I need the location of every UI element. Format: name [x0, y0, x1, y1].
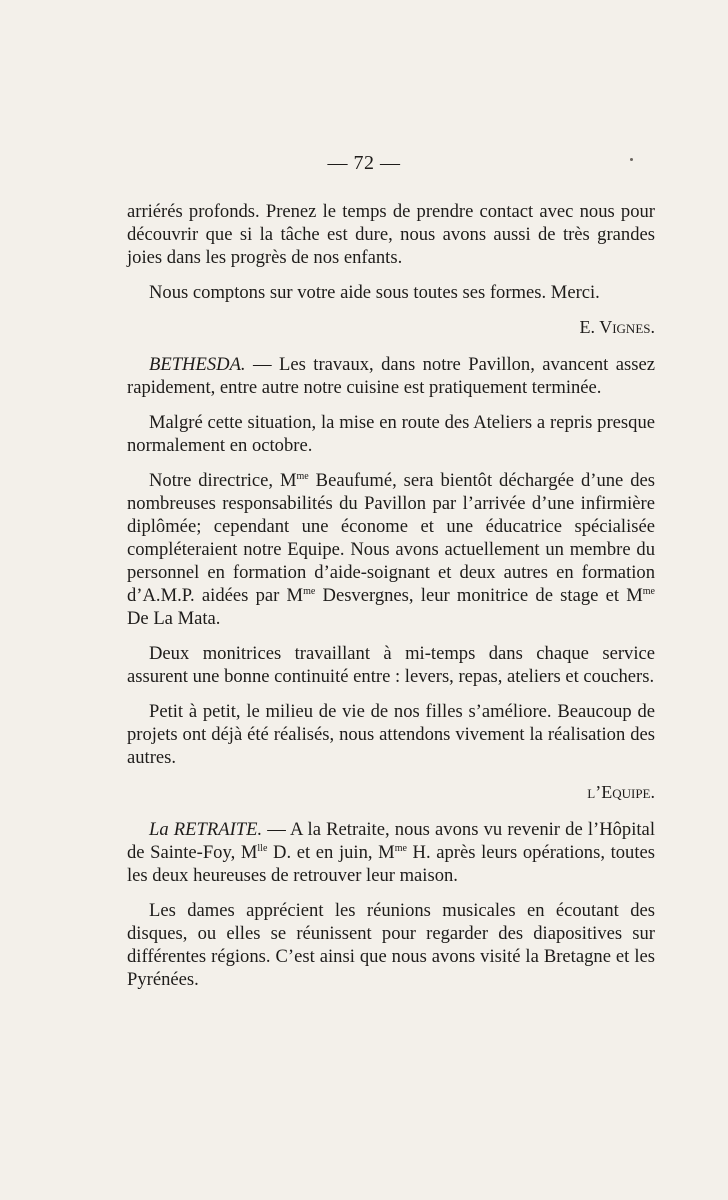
paragraph-monitrices: Deux monitrices travaillant à mi-temps dans chaque service assurent une bonne continuité entre : levers, repas, ateliers et couchers.: [127, 643, 655, 687]
page-number: — 72 —: [327, 152, 401, 174]
retraite-text-c: H. après leurs opérations, toutes les deux heureuses de retrouver leur maison.: [127, 842, 656, 886]
signature-equipe: l’Equipe.: [587, 782, 655, 802]
title-superscript: lle: [257, 843, 268, 854]
section-lead-bethesda: BETHESDA.: [149, 354, 246, 375]
body-text: [127, 200, 655, 1003]
paragraph-directrice: [127, 469, 655, 630]
title-superscript: me: [642, 586, 655, 597]
paragraph-milieu-de-vie: Petit à petit, le milieu de vie de nos filles s’améliore. Beaucoup de projets ont déjà été réalisés, nous attendons vivement la réalisation des autres.: [127, 701, 655, 768]
paper-speck: [630, 158, 633, 161]
directrice-text-a: Notre directrice, M: [149, 470, 297, 491]
paragraph-ateliers: Malgré cette situation, la mise en route des Ateliers a repris presque normalement en octobre.: [127, 412, 655, 456]
retraite-text-b: D. et en juin, M: [267, 842, 395, 863]
paragraph-bethesda-text: — Les travaux, dans notre Pavillon, avancent assez rapidement, entre autre notre cuisine est pratiquement terminée.: [127, 354, 655, 398]
paragraph-retraite: [127, 818, 655, 887]
paragraph-thanks: Nous comptons sur votre aide sous toutes ses formes. Merci.: [149, 282, 600, 303]
title-superscript: me: [303, 586, 316, 597]
directrice-text-c: Desvergnes, leur monitrice de stage et M: [315, 585, 643, 606]
section-lead-retraite: La RETRAITE.: [149, 819, 263, 840]
paragraph-continuation: arriérés profonds. Prenez le temps de prendre contact avec nous pour découvrir que si la tâche est dure, nous avons aussi de très grandes joies dans les progrès de nos enfants.: [127, 201, 655, 268]
paragraph-dames: Les dames apprécient les réunions musicales en écoutant des disques, ou elles se réunissent pour regarder des diapositives sur différentes régions. C’est ainsi que nous avons visité la Bretagne et les Pyrénées.: [127, 900, 655, 990]
title-superscript: me: [296, 471, 309, 482]
title-superscript: me: [394, 843, 407, 854]
directrice-text-b: Beaufumé, sera bientôt déchargée d’une des nombreuses responsabilités du Pavillon par l’arrivée d’une infirmière diplômée; cependant une économe et une éducatrice spécialisée compléteraient notre Equipe. Nous avons actuellement un membre du personnel en formation d’aide-soignant et deux autres en formation d’A.M.P. aidées par M: [127, 470, 655, 606]
signature-vignes: E. Vignes.: [579, 317, 655, 337]
paragraph-bethesda: [127, 353, 655, 399]
retraite-text-a: — A la Retraite, nous avons vu revenir de l’Hôpital de Sainte-Foy, M: [127, 819, 655, 863]
directrice-text-d: De La Mata.: [127, 608, 221, 629]
